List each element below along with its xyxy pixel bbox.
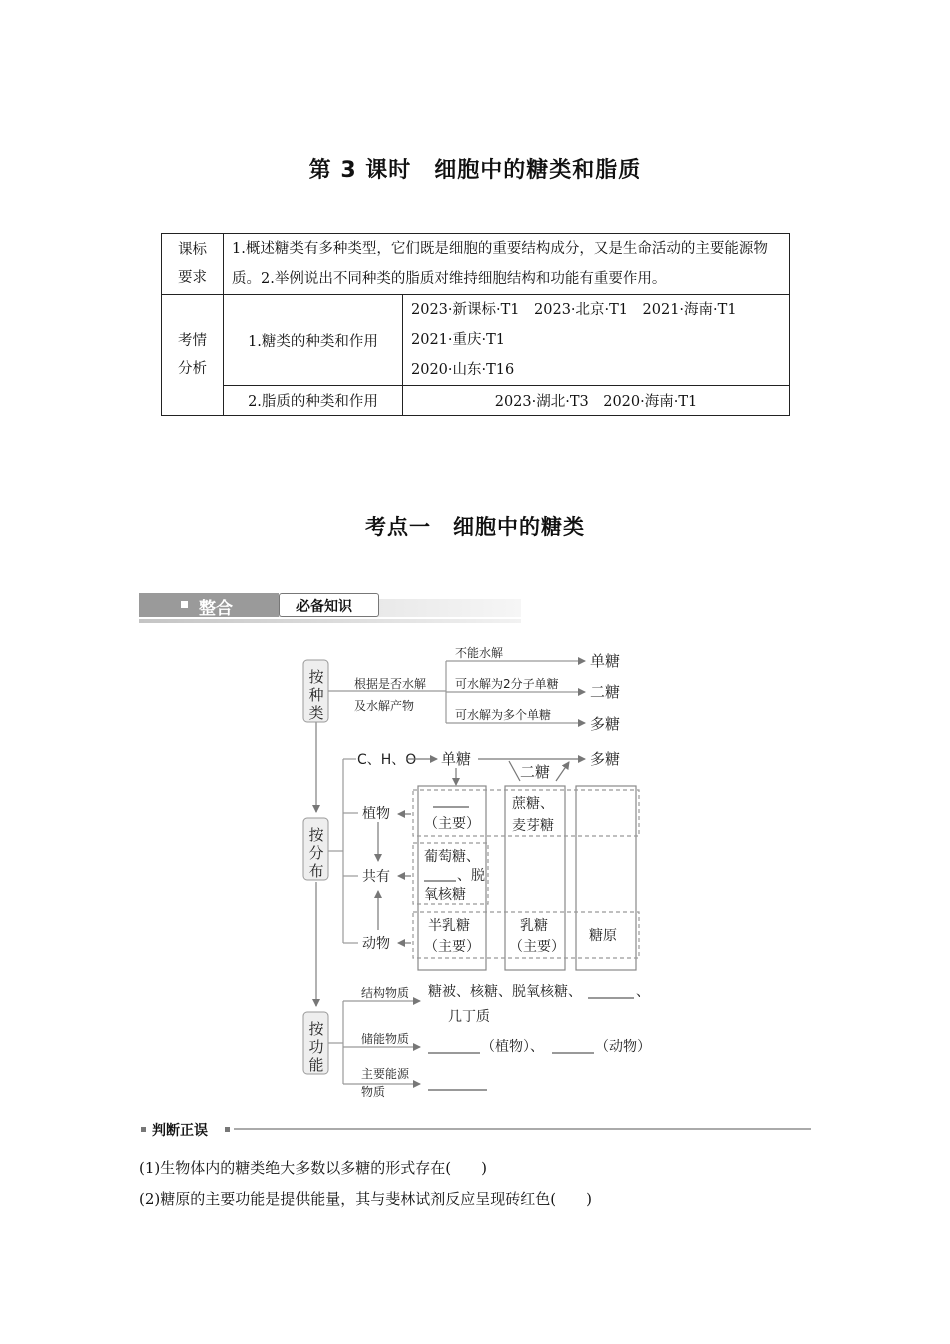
animal-mono-2: （主要） [424,939,480,955]
branch-result: 二糖 [590,683,621,701]
branch-result: 多糖 [590,715,621,733]
criterion-1: 根据是否水解 [354,677,427,691]
animal-di-1: 乳糖 [520,918,548,934]
func-structural: 结构物质 [361,986,410,1000]
func-structural-items: 糖被、核糖、脱氧核糖、 [428,984,582,1000]
criterion-2: 及水解产物 [354,699,415,713]
by-type-label-3: 类 [308,704,324,722]
banner-sub: 必备知识 [296,599,352,615]
branch-result: 单糖 [590,652,621,670]
by-dist-label-2: 分 [308,844,324,862]
judge-title: 判断正误 [152,1123,208,1139]
judge-item-1: (1)生物体内的糖类绝大多数以多糖的形式存在( ) [139,1159,487,1177]
requirements-label-line1: 课标 [178,242,207,258]
by-dist-label-3: 布 [308,862,324,880]
func-storage-animal: （动物） [595,1039,651,1055]
exam-label-line2: 分析 [178,361,207,377]
by-func-label-1: 按 [308,1020,324,1038]
func-energy-1: 主要能源 [361,1067,410,1081]
branch-condition: 可水解为多个单糖 [455,708,552,722]
by-func-label-2: 功 [308,1038,324,1056]
row-animal: 动物 [362,936,390,952]
func-structural-tail: 、 [636,984,650,1000]
by-dist-label-1: 按 [308,826,324,844]
requirements-text: 1.概述糖类有多种类型，它们既是细胞的重要结构成分，又是生命活动的主要能源物质。2.举例说出不同种类的脂质对维持细胞结构和功能有重要作用。 [224,234,790,295]
shared-3: 氧核糖 [424,887,466,903]
shared-1: 葡萄糖、 [424,849,480,865]
judge-item-2: (2)糖原的主要功能是提供能量，其与斐林试剂反应呈现砖红色( ) [139,1190,592,1208]
exam-sources-2: 2023·湖北·T3 2020·海南·T1 [403,386,790,416]
square-icon [225,1127,230,1132]
top-poly: 多糖 [590,750,621,768]
plant-di-2: 麦芽糖 [512,818,554,834]
exam-topic-1: 1.糖类的种类和作用 [224,295,403,386]
row-shared: 共有 [362,869,390,885]
func-storage-plant: （植物）、 [481,1039,544,1055]
plant-mono-main: （主要） [424,816,480,832]
func-energy-2: 物质 [361,1085,386,1099]
func-structural-items-2: 几丁质 [448,1009,490,1025]
banner-main: 整合 [199,599,233,619]
elements-chno: C、H、O [357,752,417,768]
page-title: 第 3 课时 细胞中的糖类和脂质 [308,158,642,183]
func-storage: 储能物质 [361,1032,410,1046]
square-icon [141,1127,146,1132]
branch-condition: 可水解为2分子单糖 [455,677,559,691]
exam-source-line: 2021·重庆·T1 [411,332,506,348]
exam-label-line1: 考情 [178,333,207,349]
shared-2: 、脱 [457,868,485,884]
by-func-label-3: 能 [308,1056,324,1074]
exam-source-line: 2023·新课标·T1 2023·北京·T1 2021·海南·T1 [411,302,737,318]
exam-topic-2: 2.脂质的种类和作用 [224,386,403,416]
requirements-label-line2: 要求 [178,270,207,286]
branch-condition: 不能水解 [455,646,504,660]
judge-header [139,1120,811,1140]
by-type-label-1: 按 [308,668,324,686]
animal-di-2: （主要） [509,939,565,955]
row-plant: 植物 [362,806,390,822]
top-di: 二糖 [520,763,551,781]
plant-di-1: 蔗糖、 [512,796,554,812]
by-type-label-2: 种 [308,686,324,704]
animal-poly: 糖原 [589,928,617,944]
exam-source-line: 2020·山东·T16 [411,362,515,378]
top-mono: 单糖 [441,750,472,768]
section-title: 考点一 细胞中的糖类 [365,515,585,539]
animal-mono-1: 半乳糖 [428,918,470,934]
